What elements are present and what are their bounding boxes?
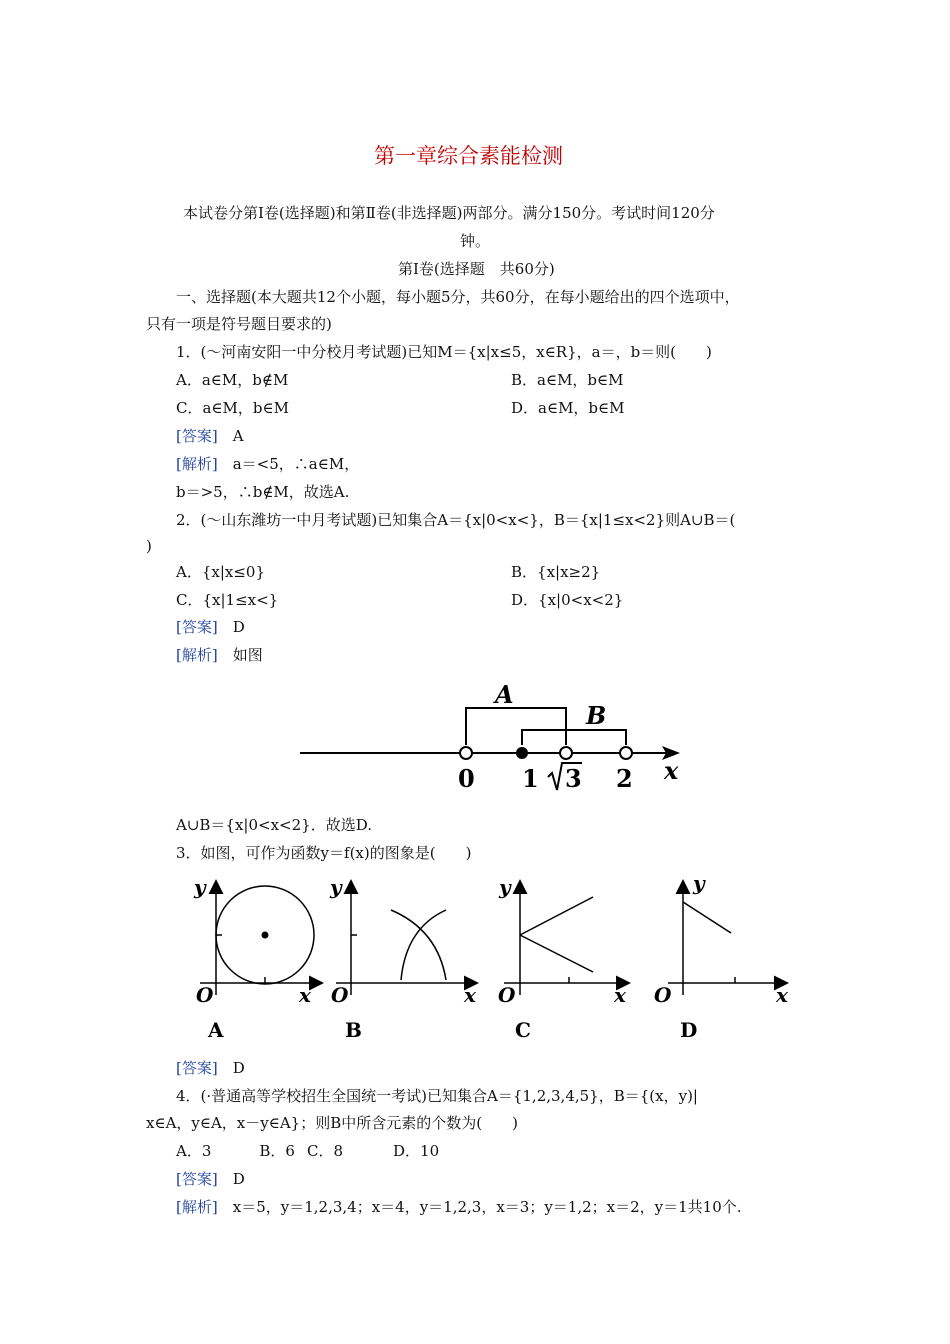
- answer-tag: [答案]: [176, 618, 218, 636]
- section-heading-2: 只有一项是符号题目要求的): [146, 315, 332, 333]
- svg-text:B: B: [345, 1018, 362, 1042]
- q4-option-a: A．3: [176, 1142, 212, 1160]
- svg-text:y: y: [693, 871, 705, 895]
- intro-line-2: 钟。: [460, 232, 491, 250]
- q2-option-a: A．{x|x≤0}: [176, 563, 266, 581]
- q1-option-b: B．a∈M，b∈M: [511, 371, 624, 389]
- svg-text:y: y: [499, 875, 511, 899]
- closed-point-1: [516, 747, 528, 759]
- answer-tag: [答案]: [176, 1170, 218, 1188]
- graph-c: [498, 875, 628, 1042]
- answer-value: D: [232, 618, 245, 636]
- q3-answer: [176, 1058, 245, 1078]
- q3-stem: 3．如图，可作为函数y＝f(x)的图象是( ): [176, 844, 472, 862]
- svg-text:O: O: [196, 983, 214, 1007]
- label-b: B: [586, 701, 607, 730]
- answer-value: D: [232, 1170, 245, 1188]
- q2-stem-2: ): [146, 537, 152, 555]
- page-title: 第一章综合素能检测: [374, 144, 563, 168]
- set-b-bracket: [522, 730, 626, 745]
- svg-text:D: D: [680, 1018, 698, 1042]
- svg-text:O: O: [654, 983, 672, 1007]
- q4-option-c: C．8: [306, 1142, 343, 1160]
- svg-text:x: x: [776, 983, 788, 1007]
- svg-text:C: C: [515, 1018, 531, 1042]
- q2-answer: [176, 617, 245, 637]
- intro-line-1: 本试卷分第Ⅰ卷(选择题)和第Ⅱ卷(非选择题)两部分。满分150分。考试时间120分: [183, 204, 715, 222]
- tick-2: 2: [616, 764, 633, 793]
- q1-option-a: A．a∈M，b∉M: [176, 371, 289, 389]
- svg-text:A: A: [208, 1018, 224, 1042]
- answer-tag: [答案]: [176, 427, 218, 445]
- explanation-tag: [解析]: [176, 1198, 218, 1216]
- open-point-2: [620, 747, 632, 759]
- q2-result: A∪B＝{x|0<x<2}．故选D.: [176, 816, 372, 834]
- svg-text:x: x: [614, 983, 626, 1007]
- tick-sqrt3: 3: [565, 764, 582, 793]
- q4-option-d: D．10: [393, 1142, 440, 1160]
- set-a-bracket: [466, 708, 566, 745]
- explanation-text: a＝<5，∴a∈M，: [232, 455, 360, 473]
- section-heading-1: 一、选择题(本大题共12个小题，每小题5分，共60分，在每小题给出的四个选项中，: [176, 288, 740, 306]
- part-heading: 第Ⅰ卷(选择题 共60分): [398, 260, 555, 278]
- answer-tag: [答案]: [176, 1059, 218, 1077]
- q2-explanation: [176, 645, 263, 665]
- graph-a: [193, 875, 321, 1042]
- answer-value: A: [232, 427, 244, 445]
- svg-text:y: y: [330, 875, 342, 899]
- number-line-figure: [290, 675, 700, 805]
- q4-stem-2: x∈A，y∈A，x－y∈A}；则B中所含元素的个数为( ): [146, 1114, 518, 1132]
- graph-b: [329, 875, 477, 1042]
- q4-answer: [176, 1169, 245, 1189]
- q4-options: [176, 1141, 439, 1161]
- answer-value: D: [232, 1059, 245, 1077]
- function-graphs-figure: [188, 870, 808, 1045]
- q1-option-c: C．a∈M，b∈M: [176, 399, 289, 417]
- q2-option-b: B．{x|x≥2}: [511, 563, 601, 581]
- q1-explanation-2: b＝>5，∴b∉M，故选A.: [176, 483, 350, 501]
- label-a: A: [495, 680, 514, 709]
- explanation-tag: [解析]: [176, 646, 218, 664]
- open-point-0: [460, 747, 472, 759]
- q4-stem: 4．(·普通高等学校招生全国统一考试)已知集合A＝{1,2,3,4,5}，B＝{(x，y)|: [176, 1087, 698, 1105]
- svg-text:O: O: [498, 983, 516, 1007]
- explanation-text: 如图: [232, 646, 263, 664]
- q4-option-b: B．6: [259, 1142, 295, 1160]
- explanation-text: x＝5，y＝1,2,3,4；x＝4，y＝1,2,3，x＝3；y＝1,2；x＝2，y＝1共10个.: [232, 1198, 742, 1216]
- q2-option-d: D．{x|0<x<2}: [511, 591, 624, 609]
- svg-text:x: x: [299, 983, 311, 1007]
- q1-answer: [176, 426, 244, 446]
- q2-stem: 2．(～山东潍坊一中月考试题)已知集合A＝{x|0<x<}，B＝{x|1≤x<2}则A∪B＝(: [176, 511, 736, 529]
- axis-label-x: x: [664, 756, 679, 785]
- q1-option-d: D．a∈M，b∈M: [511, 399, 625, 417]
- explanation-tag: [解析]: [176, 455, 218, 473]
- q1-stem: 1．(～河南安阳一中分校月考试题)已知M＝{x|x≤5，x∈R}，a＝，b＝则( ): [176, 343, 712, 361]
- q2-option-c: C．{x|1≤x<}: [176, 591, 279, 609]
- svg-text:x: x: [464, 983, 476, 1007]
- open-point-sqrt3: [560, 747, 572, 759]
- svg-text:O: O: [331, 983, 349, 1007]
- q4-explanation: [176, 1197, 742, 1217]
- tick-1: 1: [522, 764, 539, 793]
- q1-explanation: [176, 454, 359, 474]
- graph-d: [654, 871, 789, 1042]
- svg-text:y: y: [194, 875, 206, 899]
- tick-0: 0: [458, 764, 475, 793]
